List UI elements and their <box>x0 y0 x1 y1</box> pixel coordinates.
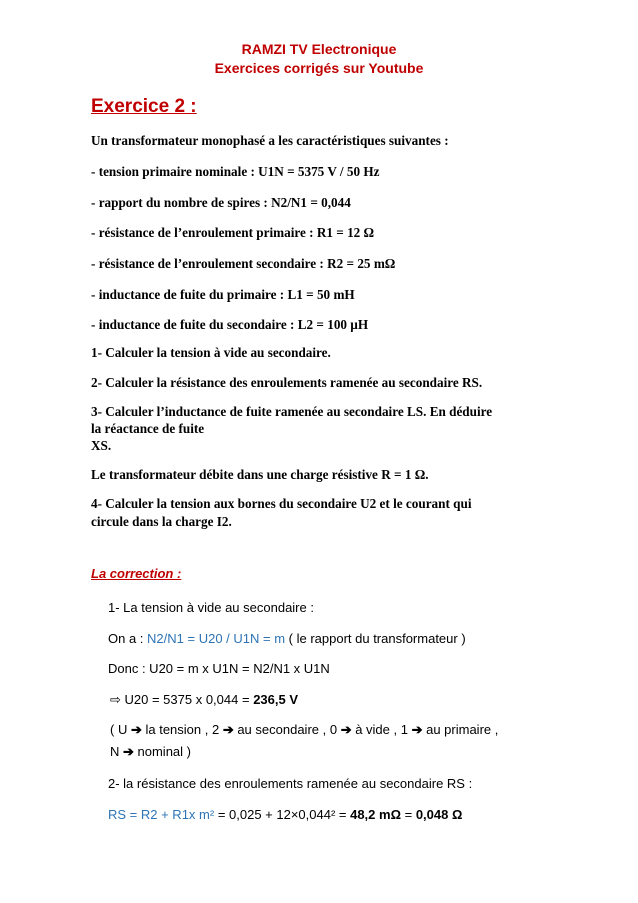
right-arrow-icon: ➔ <box>340 722 352 737</box>
legend-line-1 <box>110 720 580 739</box>
question-1: 1- Calculer la tension à vide au secondaire. <box>91 345 331 360</box>
legend-text: N <box>110 744 123 759</box>
exercise-intro: Un transformateur monophasé a les caractéristiques suivantes : <box>91 133 449 148</box>
question-4-line-2: circule dans la charge I2. <box>91 514 232 529</box>
load-statement: Le transformateur débite dans une charge résistive R = 1 Ω. <box>91 467 429 482</box>
legend-text: nominal ) <box>133 744 191 759</box>
correction-1-result <box>110 690 580 709</box>
spec-item: - résistance de l’enroulement primaire : R1 = 12 Ω <box>91 225 375 240</box>
result-text: U20 = 5375 x 0,044 = <box>120 692 254 707</box>
spec-item: - inductance de fuite du secondaire : L2 = 100 µH <box>91 317 369 332</box>
correction-2-heading: 2- la résistance des enroulements ramenée au secondaire RS : <box>108 776 473 791</box>
legend-text: à vide , 1 <box>351 722 412 737</box>
spec-item: - tension primaire nominale : U1N = 5375 V / 50 Hz <box>91 164 380 179</box>
rs-equals: = <box>401 807 416 822</box>
right-arrow-icon: ➔ <box>222 722 234 737</box>
correction-1-heading: 1- La tension à vide au secondaire : <box>108 600 314 615</box>
question-3-line-1: 3- Calculer l’inductance de fuite ramenée au secondaire LS. En déduire <box>91 404 493 419</box>
right-arrow-icon: ➔ <box>130 722 142 737</box>
question-2: 2- Calculer la résistance des enroulements ramenée au secondaire RS. <box>91 375 483 390</box>
rs-value-mohm: 48,2 mΩ <box>350 807 401 822</box>
legend-text: au primaire , <box>422 722 499 737</box>
legend-text: au secondaire , 0 <box>233 722 341 737</box>
question-3-line-3: XS. <box>91 438 112 453</box>
result-value: 236,5 V <box>253 692 299 707</box>
correction-2-formula <box>108 805 578 824</box>
header-line-2: Exercices corrigés sur Youtube <box>214 60 424 76</box>
ona-formula: N2/N1 = U20 / U1N = m <box>147 631 286 646</box>
legend-text: ( U <box>110 722 131 737</box>
spec-item: - rapport du nombre de spires : N2/N1 = 0,044 <box>91 195 351 210</box>
question-4-line-1: 4- Calculer la tension aux bornes du secondaire U2 et le courant qui <box>91 496 472 511</box>
correction-1-donc: Donc : U20 = m x U1N = N2/N1 x U1N <box>108 661 330 676</box>
rs-value-ohm: 0,048 Ω <box>415 807 463 822</box>
rs-calc: = 0,025 + 12×0,044² = <box>214 807 351 822</box>
correction-title: La correction : <box>91 566 182 581</box>
spec-item: - inductance de fuite du primaire : L1 = 50 mH <box>91 287 355 302</box>
right-arrow-icon: ➔ <box>411 722 423 737</box>
correction-1-ona <box>108 629 578 648</box>
ona-prefix: On a : <box>108 631 148 646</box>
exercise-title: Exercice 2 : <box>91 96 197 117</box>
double-right-arrow-icon: ⇨ <box>110 692 121 707</box>
legend-line-2 <box>110 742 580 761</box>
rs-formula: RS = R2 + R1x m² <box>108 807 215 822</box>
header-line-1: RAMZI TV Electronique <box>241 41 397 57</box>
spec-item: - résistance de l’enroulement secondaire : R2 = 25 mΩ <box>91 256 396 271</box>
question-3-line-2: la réactance de fuite <box>91 421 205 436</box>
ona-suffix: ( le rapport du transformateur ) <box>285 631 466 646</box>
right-arrow-icon: ➔ <box>123 744 134 759</box>
legend-text: la tension , 2 <box>141 722 223 737</box>
